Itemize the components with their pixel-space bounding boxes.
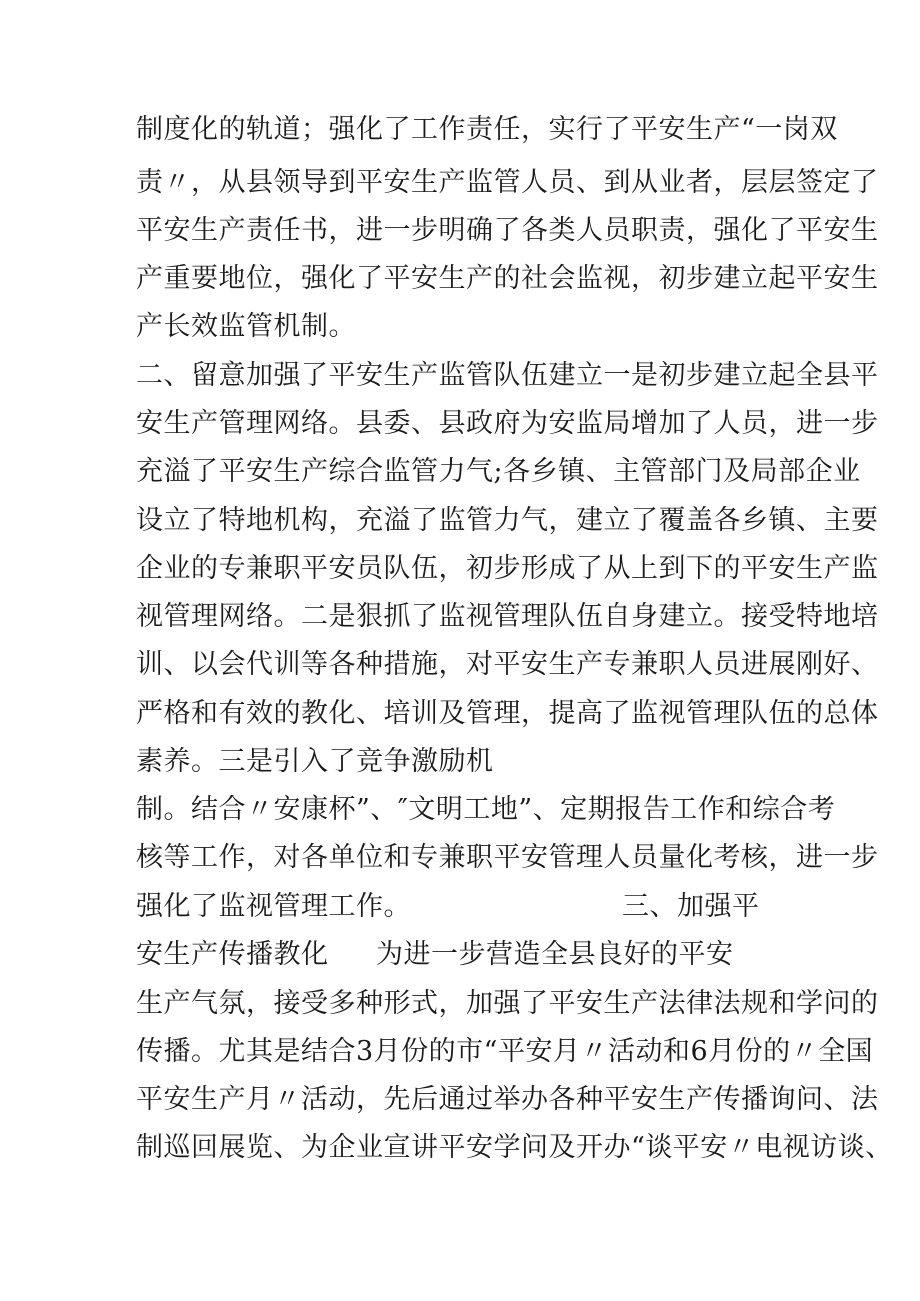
text-line: 生产气氛，接受多种形式，加强了平安生产法律法规和学问的	[136, 988, 879, 1019]
text-line: 制巡回展览、为企业宣讲平安学问及开办“谈平安〃电视访谈、	[136, 1132, 893, 1163]
section-heading-line: 三、加强平	[622, 891, 760, 922]
text-line: 充溢了平安生产综合监管力气;各乡镇、主管部门及局部企业	[136, 456, 861, 487]
text-line: 产重要地位，强化了平安生产的社会监视，初步建立起平安生	[136, 263, 879, 294]
text-line: 强化了监视管理工作。	[136, 891, 411, 922]
text-line: 为进一步营造全县良好的平安	[376, 939, 734, 970]
text-line: 安生产管理网络。县委、县政府为安监局增加了人员，进一步	[136, 408, 879, 439]
text-line: 核等工作，对各单位和专兼职平安管理人员量化考核，进一步	[136, 842, 879, 873]
text-line: 企业的专兼职平安员队伍，初步形成了从上到下的平安生产监	[136, 553, 879, 584]
text-line: 平安生产月〃活动，先后通过举办各种平安生产传播询问、法	[136, 1084, 879, 1115]
text-line: 责〃，从县领导到平安生产监管人员、到从业者，层层签定了	[136, 167, 879, 198]
text-line: 设立了特地机构，充溢了监管力气，建立了覆盖各乡镇、主要	[136, 505, 879, 536]
text-line: 素养。三是引入了竞争激励机	[136, 746, 494, 777]
text-line: 产长效监管机制。	[136, 311, 356, 342]
text-line: 平安生产责任书，进一步明确了各类人员职责，强化了平安生	[136, 215, 879, 246]
text-line: 严格和有效的教化、培训及管理，提高了监视管理队伍的总体	[136, 698, 879, 729]
text-line: 传播。尤其是结合3月份的市“平安月〃活动和6月份的〃全国	[136, 1036, 874, 1067]
text-line: 制。结合〃安康杯”、″文明工地”、定期报告工作和综合考	[136, 794, 836, 825]
text-line: 制度化的轨道；强化了工作责任，实行了平安生产“一岗双	[136, 114, 838, 145]
section-heading-line: 二、留意加强了平安生产监管队伍建立一是初步建立起全县平	[136, 360, 879, 391]
text-line: 训、以会代训等各种措施，对平安生产专兼职人员进展刚好、	[136, 649, 879, 680]
section-heading-line: 安生产传播教化	[136, 939, 329, 970]
text-line: 视管理网络。二是狠抓了监视管理队伍自身建立。接受特地培	[136, 601, 879, 632]
